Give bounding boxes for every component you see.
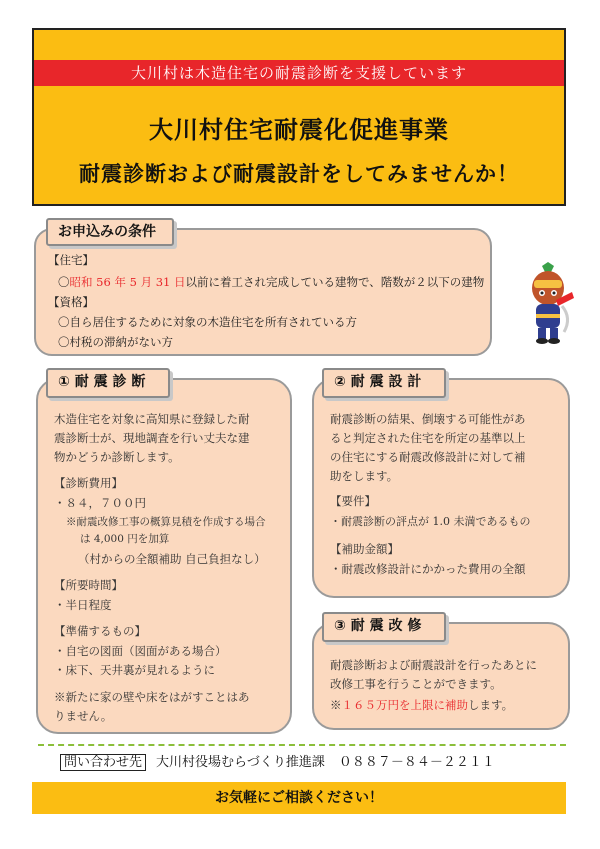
- cost-note: [66, 514, 266, 548]
- conditions-box: [34, 228, 492, 356]
- desc-line: 耐震診断の結果、倒壊する可能性があ: [330, 412, 526, 426]
- desc-line: ると判定された住宅を所定の基準以上: [330, 431, 526, 445]
- housing-rest: 以前に着工され完成している建物で、階数が２以下の建物: [185, 275, 485, 289]
- prep-item: ・自宅の図面（図面がある場合）: [54, 644, 227, 658]
- contact-org: 大川村役場むらづくり推進課: [156, 755, 325, 770]
- retrofit-label: ③ 耐 震 改 修: [322, 612, 446, 642]
- contact-label: 問い合わせ先: [60, 754, 146, 771]
- page-subtitle: 耐震診断および耐震設計をしてみませんか！: [79, 162, 519, 186]
- divider: [38, 744, 566, 746]
- note-line: りません。: [54, 709, 113, 723]
- diagnosis-note: [54, 688, 250, 726]
- conditions-label: お申込みの条件: [46, 218, 174, 246]
- prep-items: [54, 642, 227, 680]
- desc-line: 助をします。: [330, 469, 399, 483]
- qualification-heading: 【資格】: [48, 295, 94, 309]
- desc-line: の住宅にする耐震改修設計に対して補: [330, 450, 526, 464]
- diagnosis-box: [36, 378, 292, 734]
- requirement-heading: 【要件】: [330, 494, 376, 508]
- diagnosis-desc: [54, 410, 250, 467]
- requirement-value: ・耐震診断の評点が 1.0 未満であるもの: [330, 515, 531, 528]
- acorn-mascot-icon: [518, 262, 580, 344]
- cost-support: （村からの全額補助 自己負担なし）: [78, 552, 266, 566]
- limit-suffix: します。: [468, 698, 514, 712]
- design-desc: [330, 410, 526, 486]
- design-box: [312, 378, 570, 598]
- header-banner: [32, 28, 566, 206]
- time-value: ・半日程度: [54, 598, 112, 612]
- housing-prefix: 〇: [58, 275, 70, 289]
- amount-value: ・耐震改修設計にかかった費用の全額: [330, 562, 526, 576]
- retrofit-desc: [330, 656, 537, 694]
- design-label: ② 耐 震 設 計: [322, 368, 446, 398]
- note-line: ※耐震改修工事の概算見積を作成する場合: [66, 516, 266, 528]
- housing-date: 昭和 56 年 5 月 31 日: [69, 275, 186, 289]
- prep-item: ・床下、天井裏が見れるように: [54, 663, 215, 677]
- note-line: ※新たに家の壁や床をはがすことはあ: [54, 690, 250, 704]
- contact-phone: ０８８７－８４－２２１１: [338, 755, 495, 770]
- note-line: は 4,000 円を加算: [80, 533, 170, 545]
- limit-amount: １６５万円を上限に補助: [341, 698, 468, 712]
- desc-line: 改修工事を行うことができます。: [330, 677, 502, 691]
- limit-prefix: ※: [330, 698, 342, 712]
- diagnosis-label: ① 耐 震 診 断: [46, 368, 170, 398]
- time-heading: 【所要時間】: [54, 578, 123, 592]
- desc-line: 耐震診断および耐震設計を行ったあとに: [330, 658, 537, 672]
- cost-value: ・８４，７００円: [54, 496, 146, 510]
- cost-heading: 【診断費用】: [54, 476, 123, 490]
- qualification-item: 〇村税の滞納がない方: [58, 335, 173, 349]
- housing-condition: [58, 274, 484, 290]
- amount-heading: 【補助金額】: [330, 542, 399, 556]
- qualification-item: 〇自ら居住するために対象の木造住宅を所有されている方: [58, 315, 357, 329]
- header-red-band: 大川村は木造住宅の耐震診断を支援しています: [34, 60, 564, 86]
- housing-heading: 【住宅】: [48, 253, 94, 267]
- desc-line: 木造住宅を対象に高知県に登録した耐: [54, 412, 250, 426]
- page-title: 大川村住宅耐震化促進事業: [149, 116, 449, 144]
- desc-line: 物かどうか診断します。: [54, 450, 180, 464]
- desc-line: 震診断士が、現地調査を行い丈夫な建: [54, 431, 250, 445]
- footer-banner: お気軽にご相談ください！: [32, 782, 566, 814]
- prep-heading: 【準備するもの】: [54, 624, 146, 638]
- contact-line: [60, 752, 495, 774]
- retrofit-limit: [330, 696, 513, 715]
